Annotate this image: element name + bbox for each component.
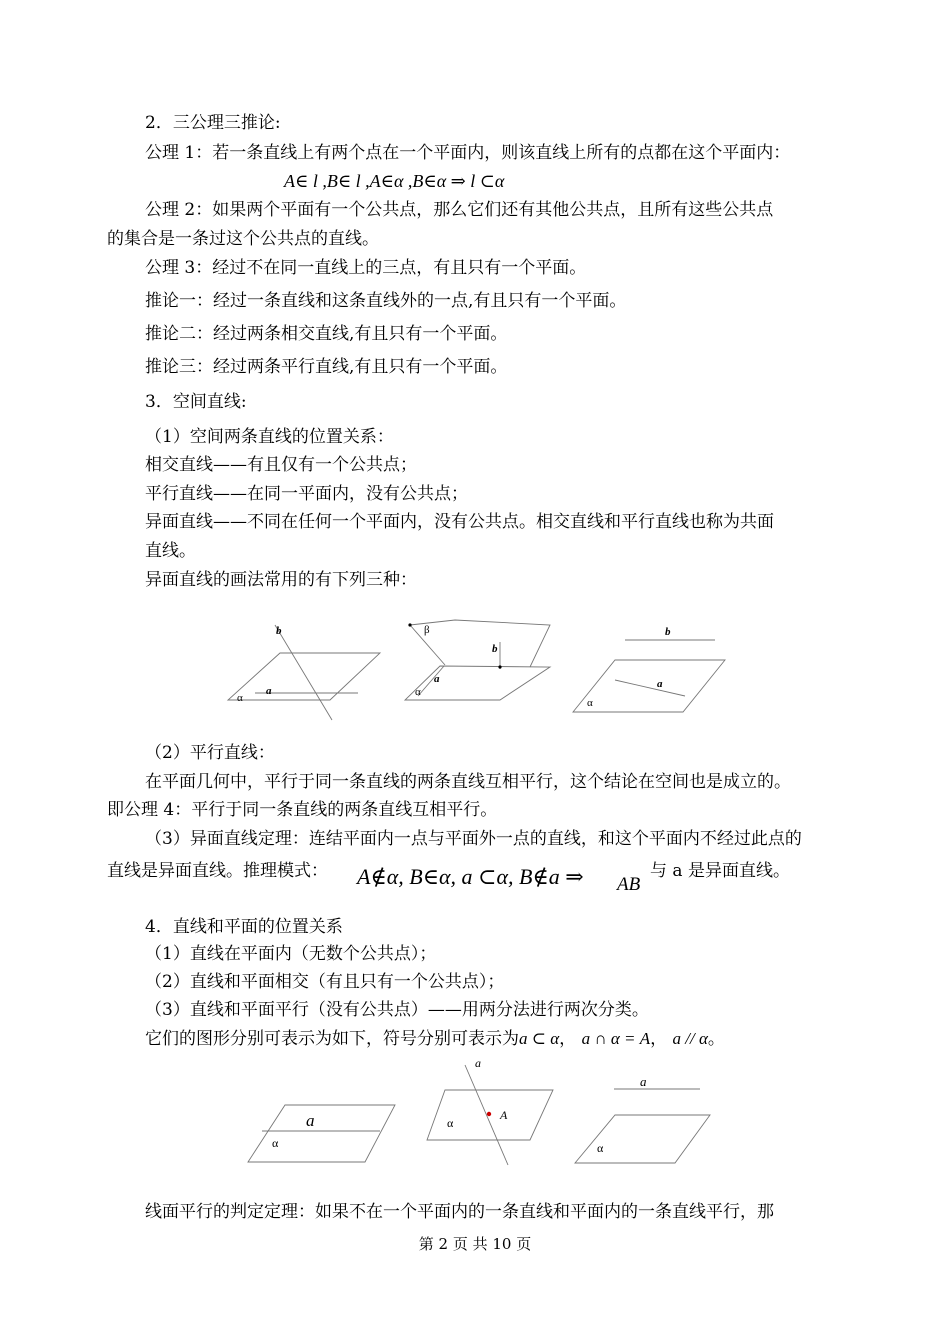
skew-figure-1 <box>228 625 380 720</box>
label-A: A <box>500 1108 508 1122</box>
skew-drawing-methods: 异面直线的画法常用的有下列三种： <box>145 570 417 590</box>
skew-theorem-formula-ab: AB <box>617 874 641 895</box>
corollary-2: 推论二：经过两条相交直线,有且只有一个平面。 <box>145 324 508 344</box>
parallel-lines-def: 平行直线——在同一平面内，没有公共点； <box>145 484 468 504</box>
label-a-3: a <box>657 678 663 690</box>
skew-theorem-conclusion: 与 a 是异面直线。 <box>650 861 790 881</box>
skew-theorem-formula: A∉α, B∈α, a ⊂α, B∉a ⇒ <box>357 864 584 889</box>
label-b-2: b <box>492 643 498 655</box>
axiom-1: 公理 1：若一条直线上有两个点在一个平面内，则该直线上所有的点都在这个平面内： <box>145 143 791 163</box>
symbol-parallel: a // α <box>672 1029 708 1048</box>
label-b-3: b <box>665 626 671 638</box>
axiom-2-line-1: 公理 2：如果两个平面有一个公共点，那么它们还有其他公共点，且所有这些公共点 <box>145 200 774 220</box>
separator-1: ， <box>559 1029 577 1049</box>
plane-alpha-shape-4 <box>248 1105 395 1162</box>
label-a-4: a <box>306 1111 315 1130</box>
corollary-1: 推论一：经过一条直线和这条直线外的一点,有且只有一个平面。 <box>145 291 627 311</box>
line-b <box>275 625 332 720</box>
line-plane-figure-1 <box>248 1105 395 1162</box>
line-a-3 <box>615 680 685 696</box>
plane-alpha-shape-6 <box>575 1115 710 1163</box>
label-beta: β <box>424 624 430 636</box>
symbol-in-plane: a ⊂ α <box>519 1029 560 1048</box>
axiom-2-line-2: 的集合是一条过这个公共点的直线。 <box>107 229 379 249</box>
skew-lines-def-2: 直线。 <box>145 541 196 561</box>
axiom-3: 公理 3：经过不在同一直线上的三点，有且只有一个平面。 <box>145 258 587 278</box>
subsection-3-2: （2）平行直线： <box>145 743 275 763</box>
subsection-3-1: （1）空间两条直线的位置关系： <box>145 427 394 447</box>
label-a-2: a <box>434 673 440 685</box>
parallel-theorem-line-2: 即公理 4：平行于同一条直线的两条直线互相平行。 <box>107 800 498 820</box>
section-3-heading: 3．空间直线: <box>145 392 247 412</box>
parallel-theorem-line-1: 在平面几何中，平行于同一条直线的两条直线互相平行，这个结论在空间也是成立的。 <box>145 772 791 792</box>
section-4-symbols-line <box>145 1028 725 1050</box>
intersecting-lines-def: 相交直线——有且仅有一个公共点； <box>145 455 417 475</box>
subsection-3-3-line-2: 直线是异面直线。推理模式： <box>107 861 328 881</box>
label-alpha-6: α <box>597 1141 604 1155</box>
label-alpha-3: α <box>587 697 593 709</box>
line-plane-figure-3 <box>575 1089 710 1163</box>
label-alpha-4: α <box>272 1136 279 1150</box>
end-mark: 。 <box>707 1029 725 1049</box>
point-A <box>487 1112 491 1116</box>
plane-alpha-shape-3 <box>573 660 725 712</box>
section-4-item-1: （1）直线在平面内（无数个公共点）； <box>145 944 437 964</box>
line-plane-figures <box>240 1050 740 1170</box>
section-4-item-3: （3）直线和平面平行（没有公共点）——用两分法进行两次分类。 <box>145 1000 649 1020</box>
label-b: b <box>276 625 282 637</box>
corollary-3: 推论三：经过两条平行直线,有且只有一个平面。 <box>145 357 508 377</box>
label-alpha-2: α <box>415 686 421 698</box>
label-alpha-5: α <box>447 1116 454 1130</box>
section-4-item-2: （2）直线和平面相交（有且只有一个公共点）； <box>145 972 505 992</box>
section-4-heading: 4．直线和平面的位置关系 <box>145 917 343 937</box>
symbols-text: 它们的图形分别可表示为如下，符号分别可表示为 <box>145 1029 519 1049</box>
symbol-intersect: a ∩ α = A <box>581 1029 651 1048</box>
label-a-6: a <box>640 1074 647 1089</box>
page-footer: 第 2 页 共 10 页 <box>418 1235 532 1253</box>
section-2-heading: 2．三公理三推论: <box>145 113 281 133</box>
axiom-1-formula: A∈ l ,B∈ l ,A∈α ,B∈α ⇒ l ⊂α <box>284 171 505 191</box>
plane-beta-shape <box>410 620 550 667</box>
skew-lines-figures <box>200 600 760 740</box>
label-alpha: α <box>237 692 243 704</box>
label-a-5: a <box>475 1056 481 1070</box>
subsection-3-3-line-1: （3）异面直线定理：连结平面内一点与平面外一点的直线，和这个平面内不经过此点的 <box>145 829 802 849</box>
label-a: a <box>266 685 272 697</box>
separator-2: ， <box>650 1029 668 1049</box>
plane-alpha-shape-2 <box>405 666 550 700</box>
skew-lines-def-1: 异面直线——不同在任何一个平面内，没有公共点。相交直线和平行直线也称为共面 <box>145 512 774 532</box>
line-a-2 <box>418 666 444 696</box>
skew-figure-3 <box>573 640 725 712</box>
parallel-criterion-theorem: 线面平行的判定定理：如果不在一个平面内的一条直线和平面内的一条直线平行，那 <box>145 1202 774 1222</box>
